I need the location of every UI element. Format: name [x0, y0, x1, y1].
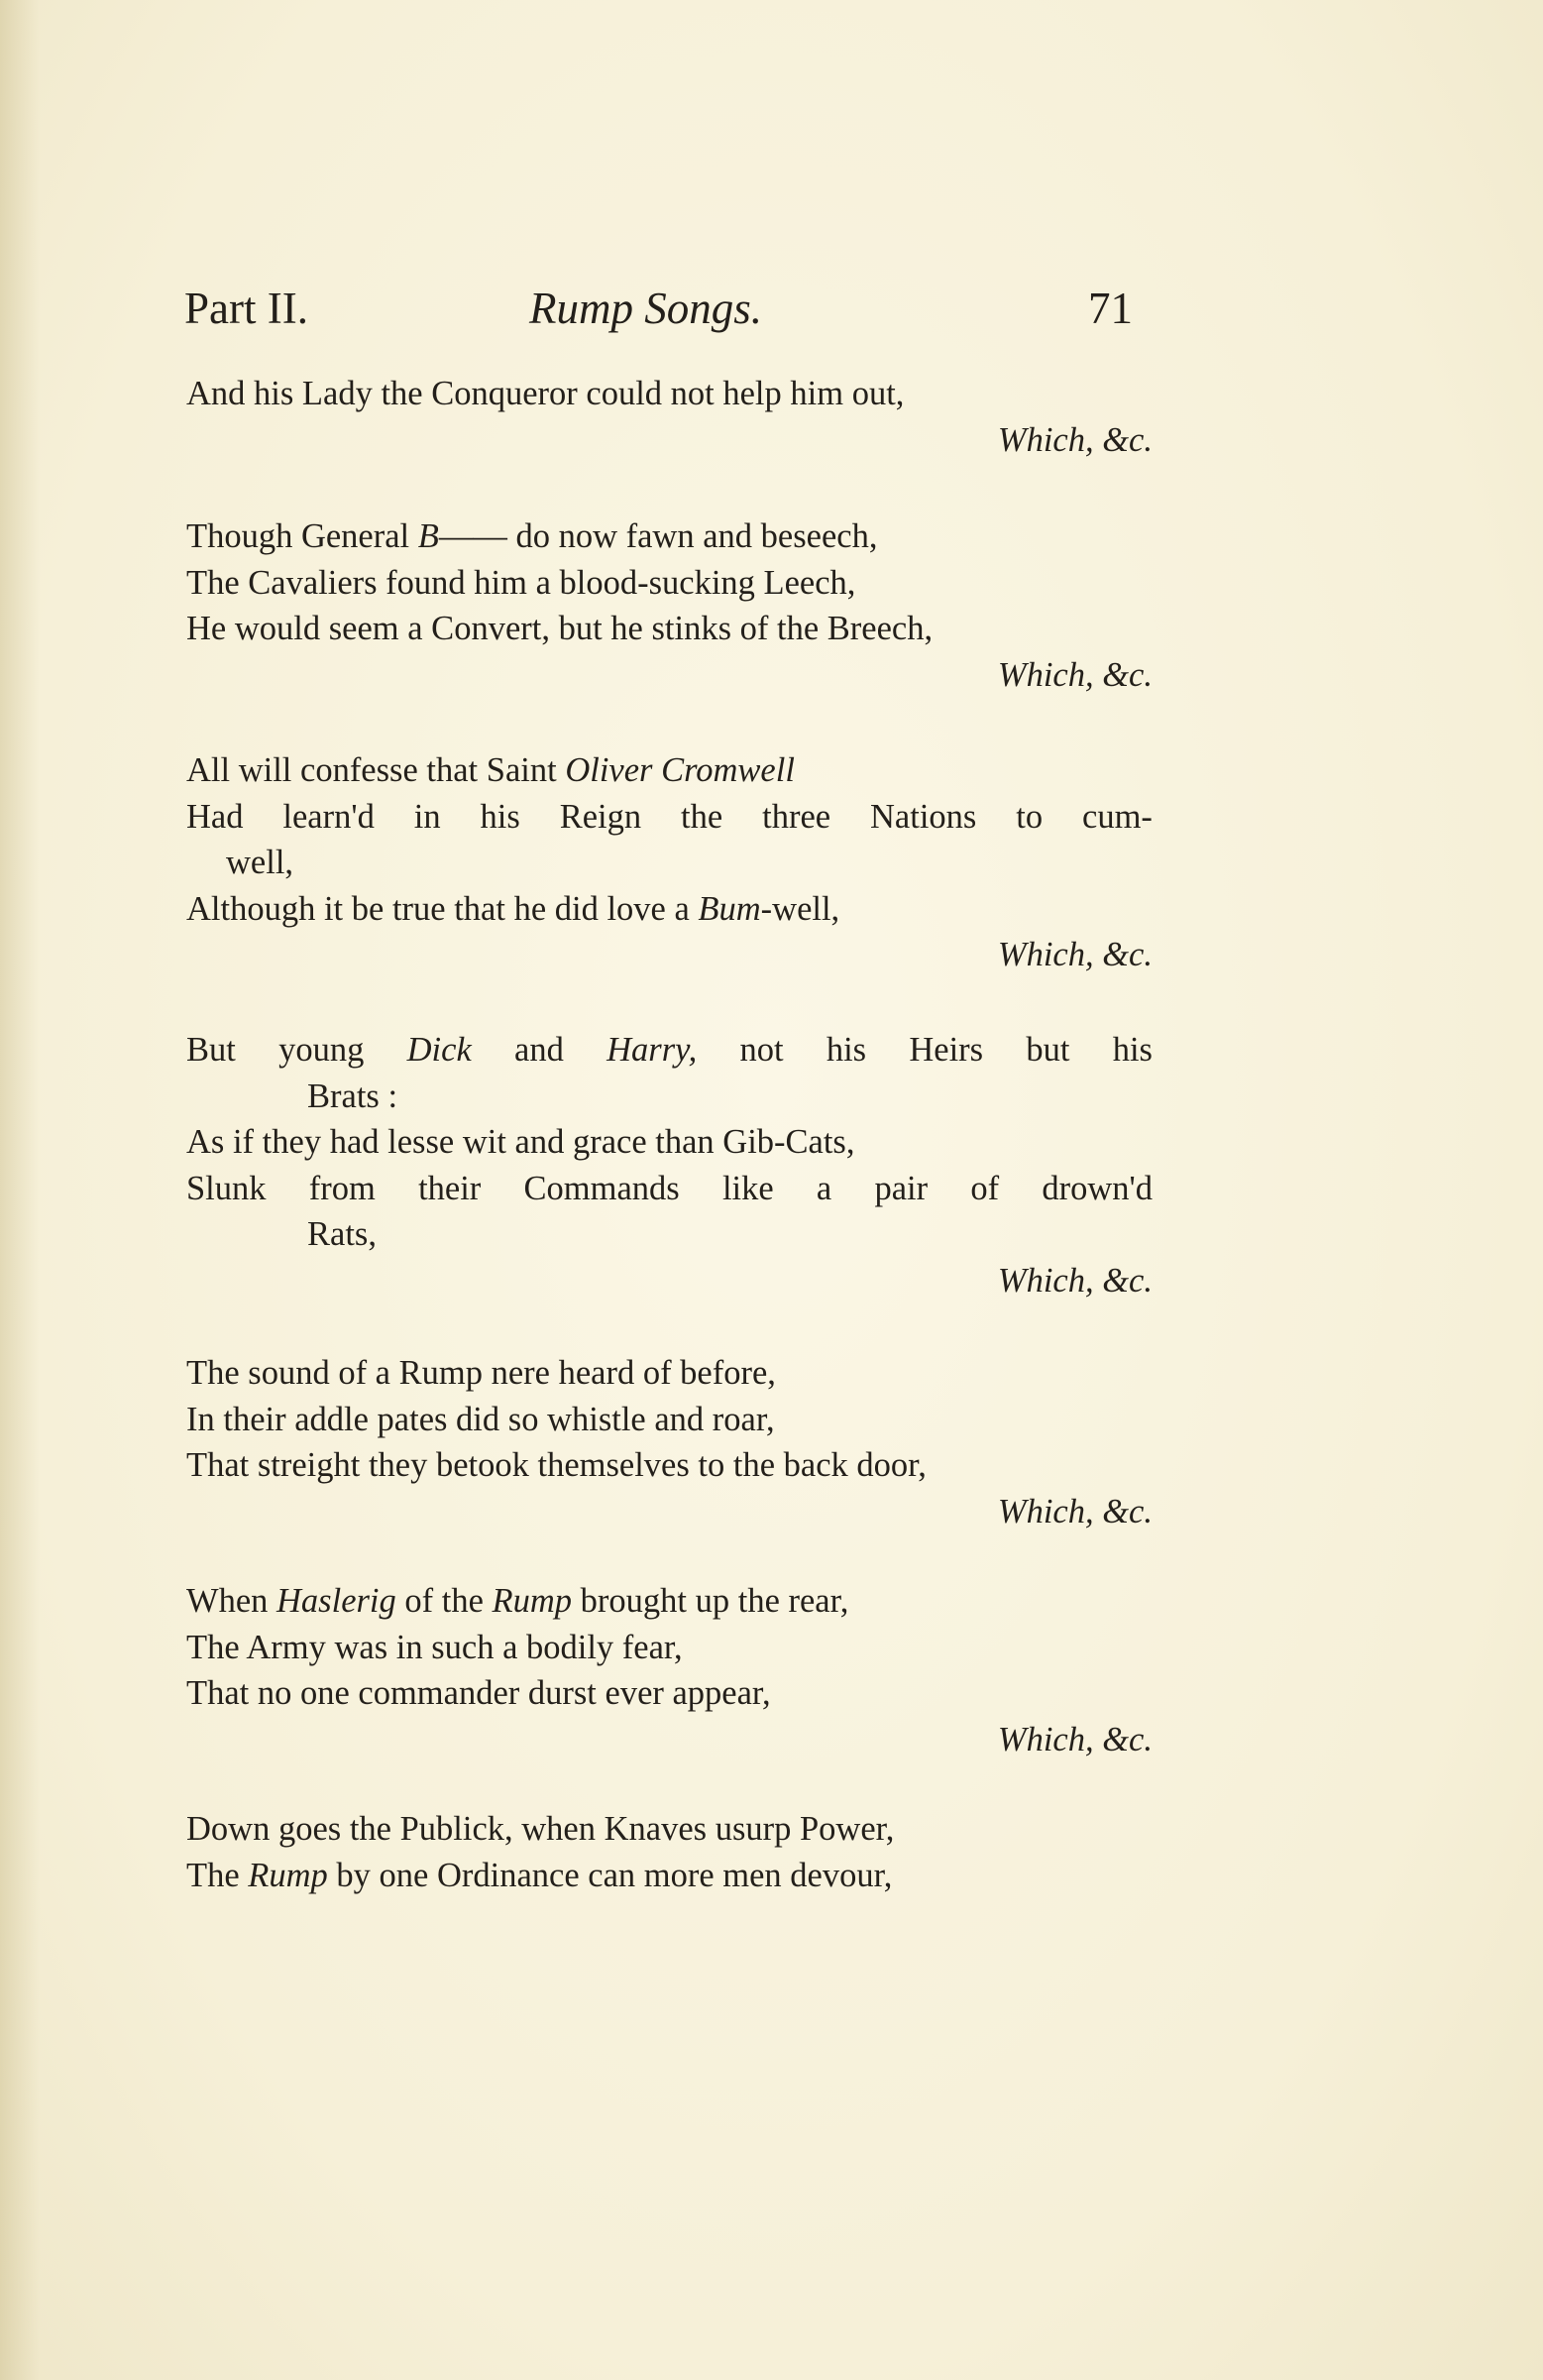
verse-line: As if they had lesse wit and grace than Gib-Cats,	[186, 1123, 855, 1161]
verse-line: He would seem a Convert, but he stinks of the Breech,	[186, 610, 934, 647]
refrain: Which, &c.	[997, 1492, 1153, 1530]
verse-line: Down goes the Publick, when Knaves usurp Power,	[186, 1810, 895, 1848]
stanza-3	[186, 747, 1153, 978]
refrain: Which, &c.	[997, 655, 1153, 694]
verse-line: That streight they betook themselves to the back door,	[186, 1446, 927, 1484]
stanza-1	[186, 371, 1153, 463]
stanza-6	[186, 1578, 1153, 1762]
verse-line: The sound of a Rump nere heard of before,	[186, 1354, 776, 1392]
verse-line: The Cavaliers found him a blood-sucking Leech,	[186, 563, 856, 602]
section-title: Rump Songs.	[529, 283, 762, 333]
italic-word: Bum	[698, 889, 761, 928]
verse-line: Although it be true that he did love a Bum-well,	[186, 889, 840, 928]
page-number: 71	[1088, 283, 1133, 333]
refrain: Which, &c.	[997, 1720, 1153, 1758]
verse-line-justified: Slunk from their Commands like a pair of drown'd	[186, 1169, 1153, 1207]
refrain: Which, &c.	[997, 936, 1153, 973]
verse-line: Though General B—— do now fawn and beseech,	[186, 517, 878, 555]
verse-line: The Rump by one Ordinance can more men devour,	[186, 1856, 893, 1894]
italic-name: Oliver Cromwell	[565, 751, 795, 789]
stanza-4	[186, 1027, 1153, 1303]
italic-name: Dick	[406, 1031, 472, 1069]
refrain: Which, &c.	[997, 1261, 1153, 1300]
part-label: Part II.	[184, 283, 308, 333]
italic-name: Haslerig	[276, 1582, 396, 1620]
verse-line: That no one commander durst ever appear,	[186, 1674, 771, 1712]
stanza-7	[186, 1806, 1153, 1898]
italic-word: Rump	[248, 1856, 328, 1894]
italic-name: B	[417, 517, 439, 555]
stanza-2	[186, 513, 1153, 698]
verse-line-continuation: Brats :	[307, 1077, 398, 1115]
verse-line: The Army was in such a bodily fear,	[186, 1628, 683, 1666]
verse-line-continuation: Rats,	[307, 1215, 377, 1253]
italic-name: Harry,	[606, 1031, 698, 1069]
verse-line: All will confesse that Saint Oliver Cromwell	[186, 751, 795, 789]
stanza-5	[186, 1350, 1153, 1534]
verse-line: And his Lady the Conqueror could not help him out,	[186, 375, 905, 412]
gutter-shadow	[0, 0, 40, 2380]
verse-line-justified: But young Dick and Harry, not his Heirs but his	[186, 1027, 1153, 1074]
running-header	[184, 283, 1156, 342]
italic-word: Rump	[492, 1582, 573, 1620]
verse-line: In their addle pates did so whistle and roar,	[186, 1400, 775, 1438]
verse-line-justified: Had learn'd in his Reign the three Nations to cum-	[186, 797, 1153, 836]
verse-line-continuation: well,	[226, 844, 294, 881]
refrain: Which, &c.	[997, 420, 1153, 459]
verse-line: When Haslerig of the Rump brought up the rear,	[186, 1582, 849, 1620]
